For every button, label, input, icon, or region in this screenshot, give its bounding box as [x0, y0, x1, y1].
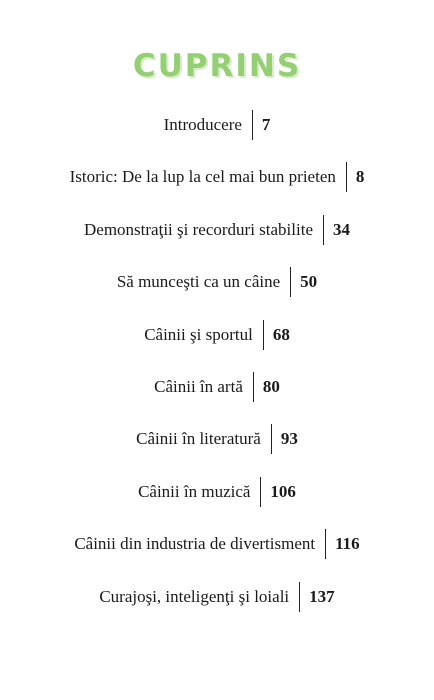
- toc-entry-page: 34: [332, 219, 350, 239]
- toc-divider: [299, 582, 300, 612]
- toc-entry-muzica[interactable]: [0, 476, 434, 528]
- toc-entry-page: 68: [272, 324, 290, 344]
- toc-entry-page: 137: [309, 586, 335, 606]
- toc-entry-title: Curajoşi, inteligenţi şi loiali: [99, 586, 290, 606]
- toc-entry-page: 7: [261, 115, 271, 134]
- toc-entry-page: 8: [355, 167, 365, 187]
- toc-entry-istoric[interactable]: [0, 161, 434, 213]
- toc-entry-title: Câinii în literatură: [136, 429, 261, 449]
- toc-entry-introducere[interactable]: [0, 109, 434, 161]
- page-title: CUPRINS: [132, 48, 302, 84]
- toc-entry-demonstratii[interactable]: [0, 214, 434, 266]
- toc-entry-title: Câinii şi sportul: [144, 324, 253, 344]
- toc-divider: [346, 162, 347, 192]
- toc-entry-title: Să munceşti ca un câine: [116, 272, 281, 292]
- toc-divider: [290, 267, 291, 297]
- toc-divider: [263, 320, 264, 350]
- toc-entry-page: 106: [270, 481, 296, 501]
- toc-entry-page: 116: [335, 534, 360, 554]
- toc-entry-title: Introducere: [163, 115, 242, 134]
- toc-divider: [271, 424, 272, 454]
- toc-entry-sportul[interactable]: [0, 319, 434, 371]
- toc-divider: [323, 215, 324, 245]
- toc-entry-sa-muncesti[interactable]: [0, 266, 434, 318]
- toc-entry-literatura[interactable]: [0, 423, 434, 475]
- toc-entry-title: Câinii în artă: [154, 376, 243, 396]
- toc-divider: [325, 529, 326, 559]
- toc-entry-title: Câinii din industria de divertisment: [74, 534, 316, 554]
- toc-entry-arta[interactable]: [0, 371, 434, 423]
- table-of-contents: [0, 109, 434, 633]
- toc-entry-page: 93: [280, 429, 298, 449]
- toc-divider: [252, 110, 253, 140]
- toc-divider: [253, 372, 254, 402]
- toc-divider: [260, 477, 261, 507]
- toc-entry-page: 50: [300, 272, 318, 292]
- toc-entry-title: Istoric: De la lup la cel mai bun prieten: [69, 167, 336, 187]
- toc-entry-title: Demonstraţii şi recorduri stabilite: [84, 219, 313, 239]
- toc-entry-divertisment[interactable]: [0, 528, 434, 580]
- toc-entry-page: 80: [262, 376, 280, 396]
- toc-entry-curajosi[interactable]: [0, 581, 434, 633]
- toc-entry-title: Câinii în muzică: [138, 481, 251, 501]
